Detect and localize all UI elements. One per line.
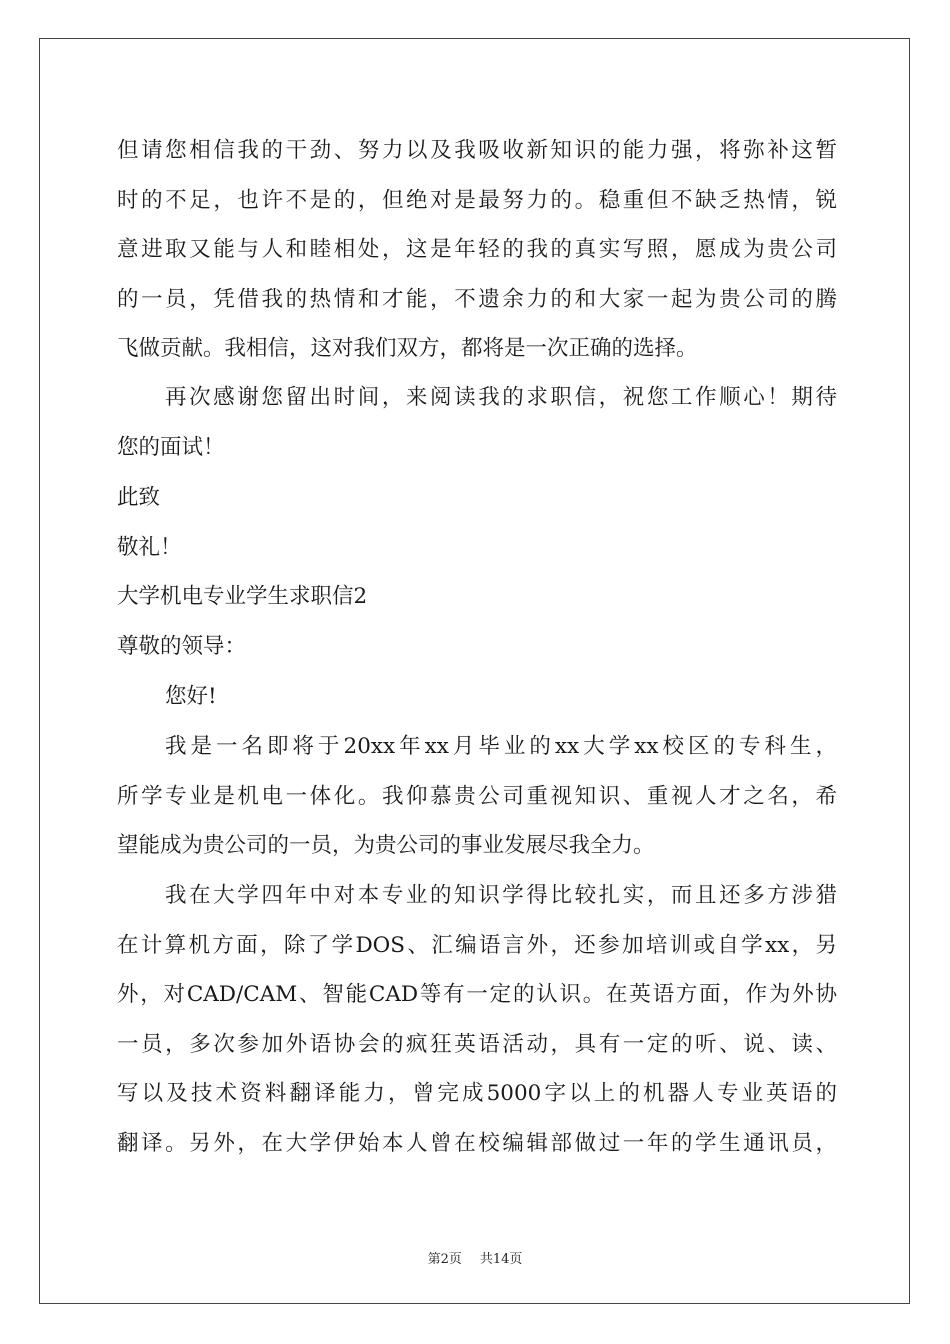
text-line: 在计算机方面，除了学DOS、汇编语言外，还参加培训或自学xx，另 [117, 933, 837, 958]
text-line: 但请您相信我的干劲、努力以及我吸收新知识的能力强，将弥补这暂 [117, 138, 837, 163]
page-border [39, 38, 910, 1304]
text-line: 翻译。另外，在大学伊始本人曾在校编辑部做过一年的学生通讯员， [117, 1131, 837, 1156]
text-line: 时的不足，也许不是的，但绝对是最努力的。稳重但不缺乏热情，锐 [117, 188, 837, 213]
page-number: 第2页 [427, 1252, 462, 1267]
section-title: 大学机电专业学生求职信2 [117, 584, 368, 609]
text-line: 飞做贡献。我相信，这对我们双方，都将是一次正确的选择。 [117, 336, 698, 361]
text-line: 的一员，凭借我的热情和才能，不遗余力的和大家一起为贵公司的腾 [117, 287, 837, 312]
text-line: 一员，多次参加外语协会的疯狂英语活动，具有一定的听、说、读、 [117, 1032, 837, 1057]
text-line: 我是一名即将于20xx年xx月毕业的xx大学xx校区的专科生， [165, 734, 837, 759]
salutation-line: 敬礼！ [117, 535, 182, 560]
text-line: 外，对CAD/CAM、智能CAD等有一定的认识。在英语方面，作为外协 [117, 982, 837, 1007]
text-line: 意进取又能与人和睦相处，这是年轻的我的真实写照，愿成为贵公司 [117, 237, 837, 262]
closing-line: 此致 [117, 485, 161, 510]
text-line: 写以及技术资料翻译能力，曾完成5000字以上的机器人专业英语的 [117, 1081, 837, 1106]
text-line: 我在大学四年中对本专业的知识学得比较扎实，而且还多方涉猎 [165, 883, 837, 908]
greeting-line: 您好! [165, 684, 217, 709]
addressee-line: 尊敬的领导： [117, 634, 247, 659]
text-line: 再次感谢您留出时间，来阅读我的求职信，祝您工作顺心！期待 [165, 385, 837, 410]
text-line: 您的面试！ [117, 435, 225, 460]
page-footer [0, 1248, 950, 1267]
total-pages: 共14页 [479, 1252, 523, 1267]
text-line: 所学专业是机电一体化。我仰慕贵公司重视知识、重视人才之名，希 [117, 784, 837, 809]
text-line: 望能成为贵公司的一员，为贵公司的事业发展尽我全力。 [117, 833, 655, 858]
